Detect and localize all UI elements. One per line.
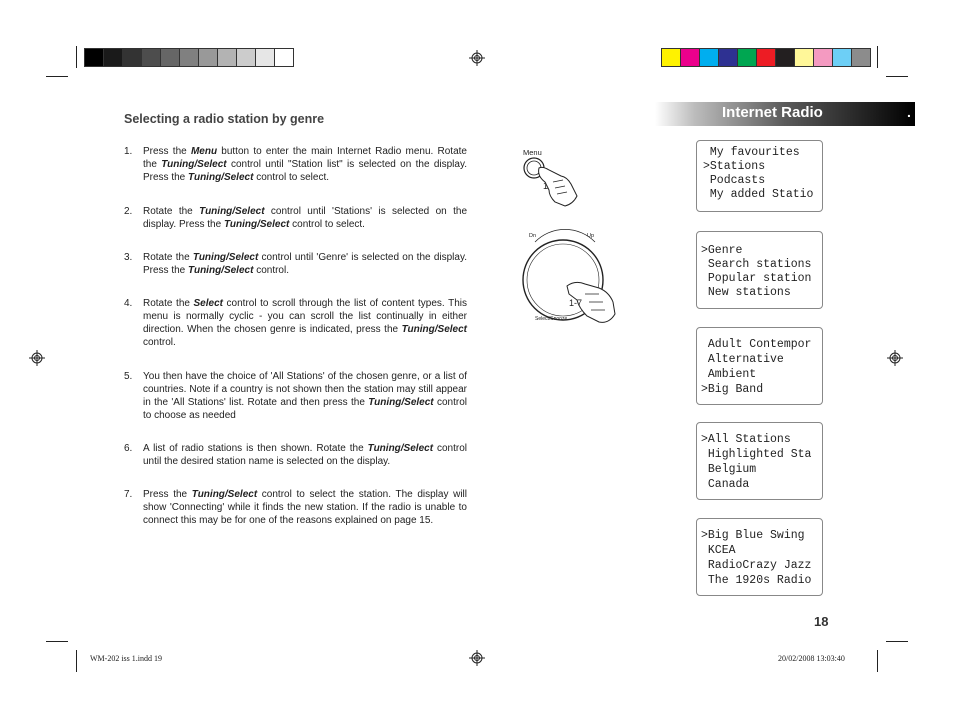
step-text-part: control to select. xyxy=(253,172,330,183)
step-text-part: Rotate the xyxy=(143,252,193,263)
menu-step-label: 1 xyxy=(543,181,549,191)
lcd-line: My favourites xyxy=(703,146,800,159)
instruction-step xyxy=(124,370,467,422)
dial-down-label: Dn xyxy=(529,233,537,239)
step-number: 4. xyxy=(124,298,133,309)
lcd-line: Alternative xyxy=(701,353,784,366)
control-name: Tuning/Select xyxy=(199,206,265,217)
control-name: Tuning/Select xyxy=(188,265,254,276)
lcd-display xyxy=(696,327,823,405)
step-number: 5. xyxy=(124,371,133,382)
step-text xyxy=(143,251,467,277)
control-name: Tuning/Select xyxy=(161,159,227,170)
lcd-line: New stations xyxy=(701,286,791,299)
control-name: Tuning/Select xyxy=(191,489,258,500)
dial-up-label: Up xyxy=(587,233,595,239)
lcd-display xyxy=(696,231,823,309)
step-number: 3. xyxy=(124,252,133,263)
registration-mark-icon xyxy=(469,50,485,66)
color-swatch xyxy=(756,48,776,67)
gray-swatch xyxy=(141,48,161,67)
registration-mark-icon xyxy=(887,350,903,366)
lcd-line: Ambient xyxy=(701,368,757,381)
step-text-part: Press the xyxy=(143,146,191,157)
instruction-step xyxy=(124,145,467,184)
color-swatch xyxy=(737,48,757,67)
lcd-line: >Stations xyxy=(703,160,766,173)
step-text-part: Rotate the xyxy=(143,298,194,309)
crop-mark xyxy=(886,76,908,77)
menu-button-illustration xyxy=(515,146,605,216)
step-number: 1. xyxy=(124,146,133,157)
step-text-part: control to scroll through the list of content types. This menu is normally cyclic - you can scroll the list continually in either direction. When the chosen genre is indicated, press the xyxy=(143,298,467,335)
step-text-part: Rotate the xyxy=(143,206,200,217)
control-name: Tuning/Select xyxy=(192,252,259,263)
control-name: Tuning/Select xyxy=(223,219,290,230)
lcd-line: Highlighted Sta xyxy=(701,448,812,461)
lcd-line: Adult Contempor xyxy=(701,338,812,351)
crop-mark xyxy=(877,46,878,68)
lcd-display xyxy=(696,422,823,500)
gray-swatch xyxy=(198,48,218,67)
crop-mark xyxy=(46,76,68,77)
step-number: 2. xyxy=(124,206,133,217)
section-header-dot: . xyxy=(907,104,911,120)
step-text-part: control until "Station list" is selected on the display. Press the xyxy=(143,159,467,183)
control-name: Tuning/Select xyxy=(367,443,434,454)
crop-mark xyxy=(46,641,68,642)
gray-swatch xyxy=(103,48,123,67)
step-text-part: control until 'Genre' is selected on the display. Press the xyxy=(143,252,467,276)
lcd-line: The 1920s Radio xyxy=(701,574,812,587)
control-name: Tuning/Select xyxy=(401,324,467,335)
step-text-part: control until the desired station name is selected on the display. xyxy=(143,443,467,467)
gray-swatch xyxy=(84,48,104,67)
lcd-line: Belgium xyxy=(701,463,757,476)
lcd-line: KCEA xyxy=(701,544,736,557)
step-text-part: control until 'Stations' is selected on the display. Press the xyxy=(143,206,467,230)
crop-mark xyxy=(886,641,908,642)
step-text xyxy=(143,442,467,468)
gray-swatch xyxy=(217,48,237,67)
gray-swatch xyxy=(179,48,199,67)
lcd-line: Search stations xyxy=(701,258,812,271)
step-number: 7. xyxy=(124,489,133,500)
menu-label: Menu xyxy=(523,148,542,157)
lcd-display xyxy=(696,518,823,596)
gray-swatch xyxy=(255,48,275,67)
gray-swatch xyxy=(122,48,142,67)
instruction-step xyxy=(124,205,467,231)
section-title: Selecting a radio station by genre xyxy=(124,112,325,126)
lcd-line: Podcasts xyxy=(703,174,766,187)
step-text-part: control to choose as needed xyxy=(143,397,468,421)
step-text-part: Press the xyxy=(143,489,192,500)
color-swatch xyxy=(699,48,719,67)
step-text xyxy=(143,145,467,184)
lcd-line: RadioCrazy Jazz xyxy=(701,559,812,572)
lcd-line: >All Stations xyxy=(701,433,791,446)
step-text-part: button to enter the main Internet Radio menu. Rotate the xyxy=(143,146,467,170)
tuning-dial-illustration xyxy=(515,228,635,328)
color-swatch xyxy=(661,48,681,67)
dial-step-label: 1-7 xyxy=(569,298,583,308)
lcd-line: My added Statio xyxy=(703,188,814,201)
crop-mark xyxy=(877,650,878,672)
registration-mark-icon xyxy=(469,650,485,666)
control-name: Tuning/Select xyxy=(188,172,254,183)
dial-select-label: Select/Snooze xyxy=(535,316,568,322)
step-text xyxy=(143,297,467,349)
section-header-title: Internet Radio xyxy=(722,104,823,121)
step-text xyxy=(143,370,467,422)
step-text-part: control. xyxy=(253,265,289,276)
step-number: 6. xyxy=(124,443,133,454)
gray-swatch xyxy=(236,48,256,67)
step-text-part: A list of radio stations is then shown. Rotate the xyxy=(143,443,368,454)
color-swatch xyxy=(832,48,852,67)
footer-timestamp: 20/02/2008 13:03:40 xyxy=(778,654,845,663)
registration-mark-icon xyxy=(29,350,45,366)
crop-mark xyxy=(76,650,77,672)
gray-swatch xyxy=(274,48,294,67)
instruction-step xyxy=(124,251,467,277)
step-text-part: control. xyxy=(143,337,176,348)
color-swatch xyxy=(851,48,871,67)
step-text xyxy=(143,205,467,231)
step-text-part: You then have the choice of 'All Stations' of the chosen genre, or a list of countries. Note if a country is not shown then the station may still appear in the 'All Stations' list. Rotate and then press the xyxy=(143,371,467,408)
instruction-step xyxy=(124,488,467,527)
color-swatch xyxy=(718,48,738,67)
control-name: Menu xyxy=(190,146,218,157)
control-name: Tuning/Select xyxy=(368,397,434,408)
color-swatch xyxy=(813,48,833,67)
instruction-step xyxy=(124,442,467,468)
color-swatch xyxy=(794,48,814,67)
page-number: 18 xyxy=(814,614,829,629)
lcd-line: >Big Band xyxy=(701,383,764,396)
crop-mark xyxy=(76,46,77,68)
step-text xyxy=(143,488,467,527)
step-text-part: control to select the station. The display will show 'Connecting' while it finds the new station. If the radio is unable to connect this may be for one of the reasons explained on page 15. xyxy=(143,489,467,526)
lcd-display xyxy=(696,140,823,212)
lcd-line: Popular station xyxy=(701,272,812,285)
step-text-part: control to select. xyxy=(289,219,365,230)
lcd-line: >Big Blue Swing xyxy=(701,529,805,542)
gray-swatch xyxy=(160,48,180,67)
control-name: Select xyxy=(193,298,223,309)
color-swatch xyxy=(680,48,700,67)
footer-file-info: WM-202 iss 1.indd 19 xyxy=(90,654,162,663)
instruction-step xyxy=(124,297,467,349)
lcd-line: >Genre xyxy=(701,244,743,257)
color-swatch xyxy=(775,48,795,67)
lcd-line: Canada xyxy=(701,478,750,491)
